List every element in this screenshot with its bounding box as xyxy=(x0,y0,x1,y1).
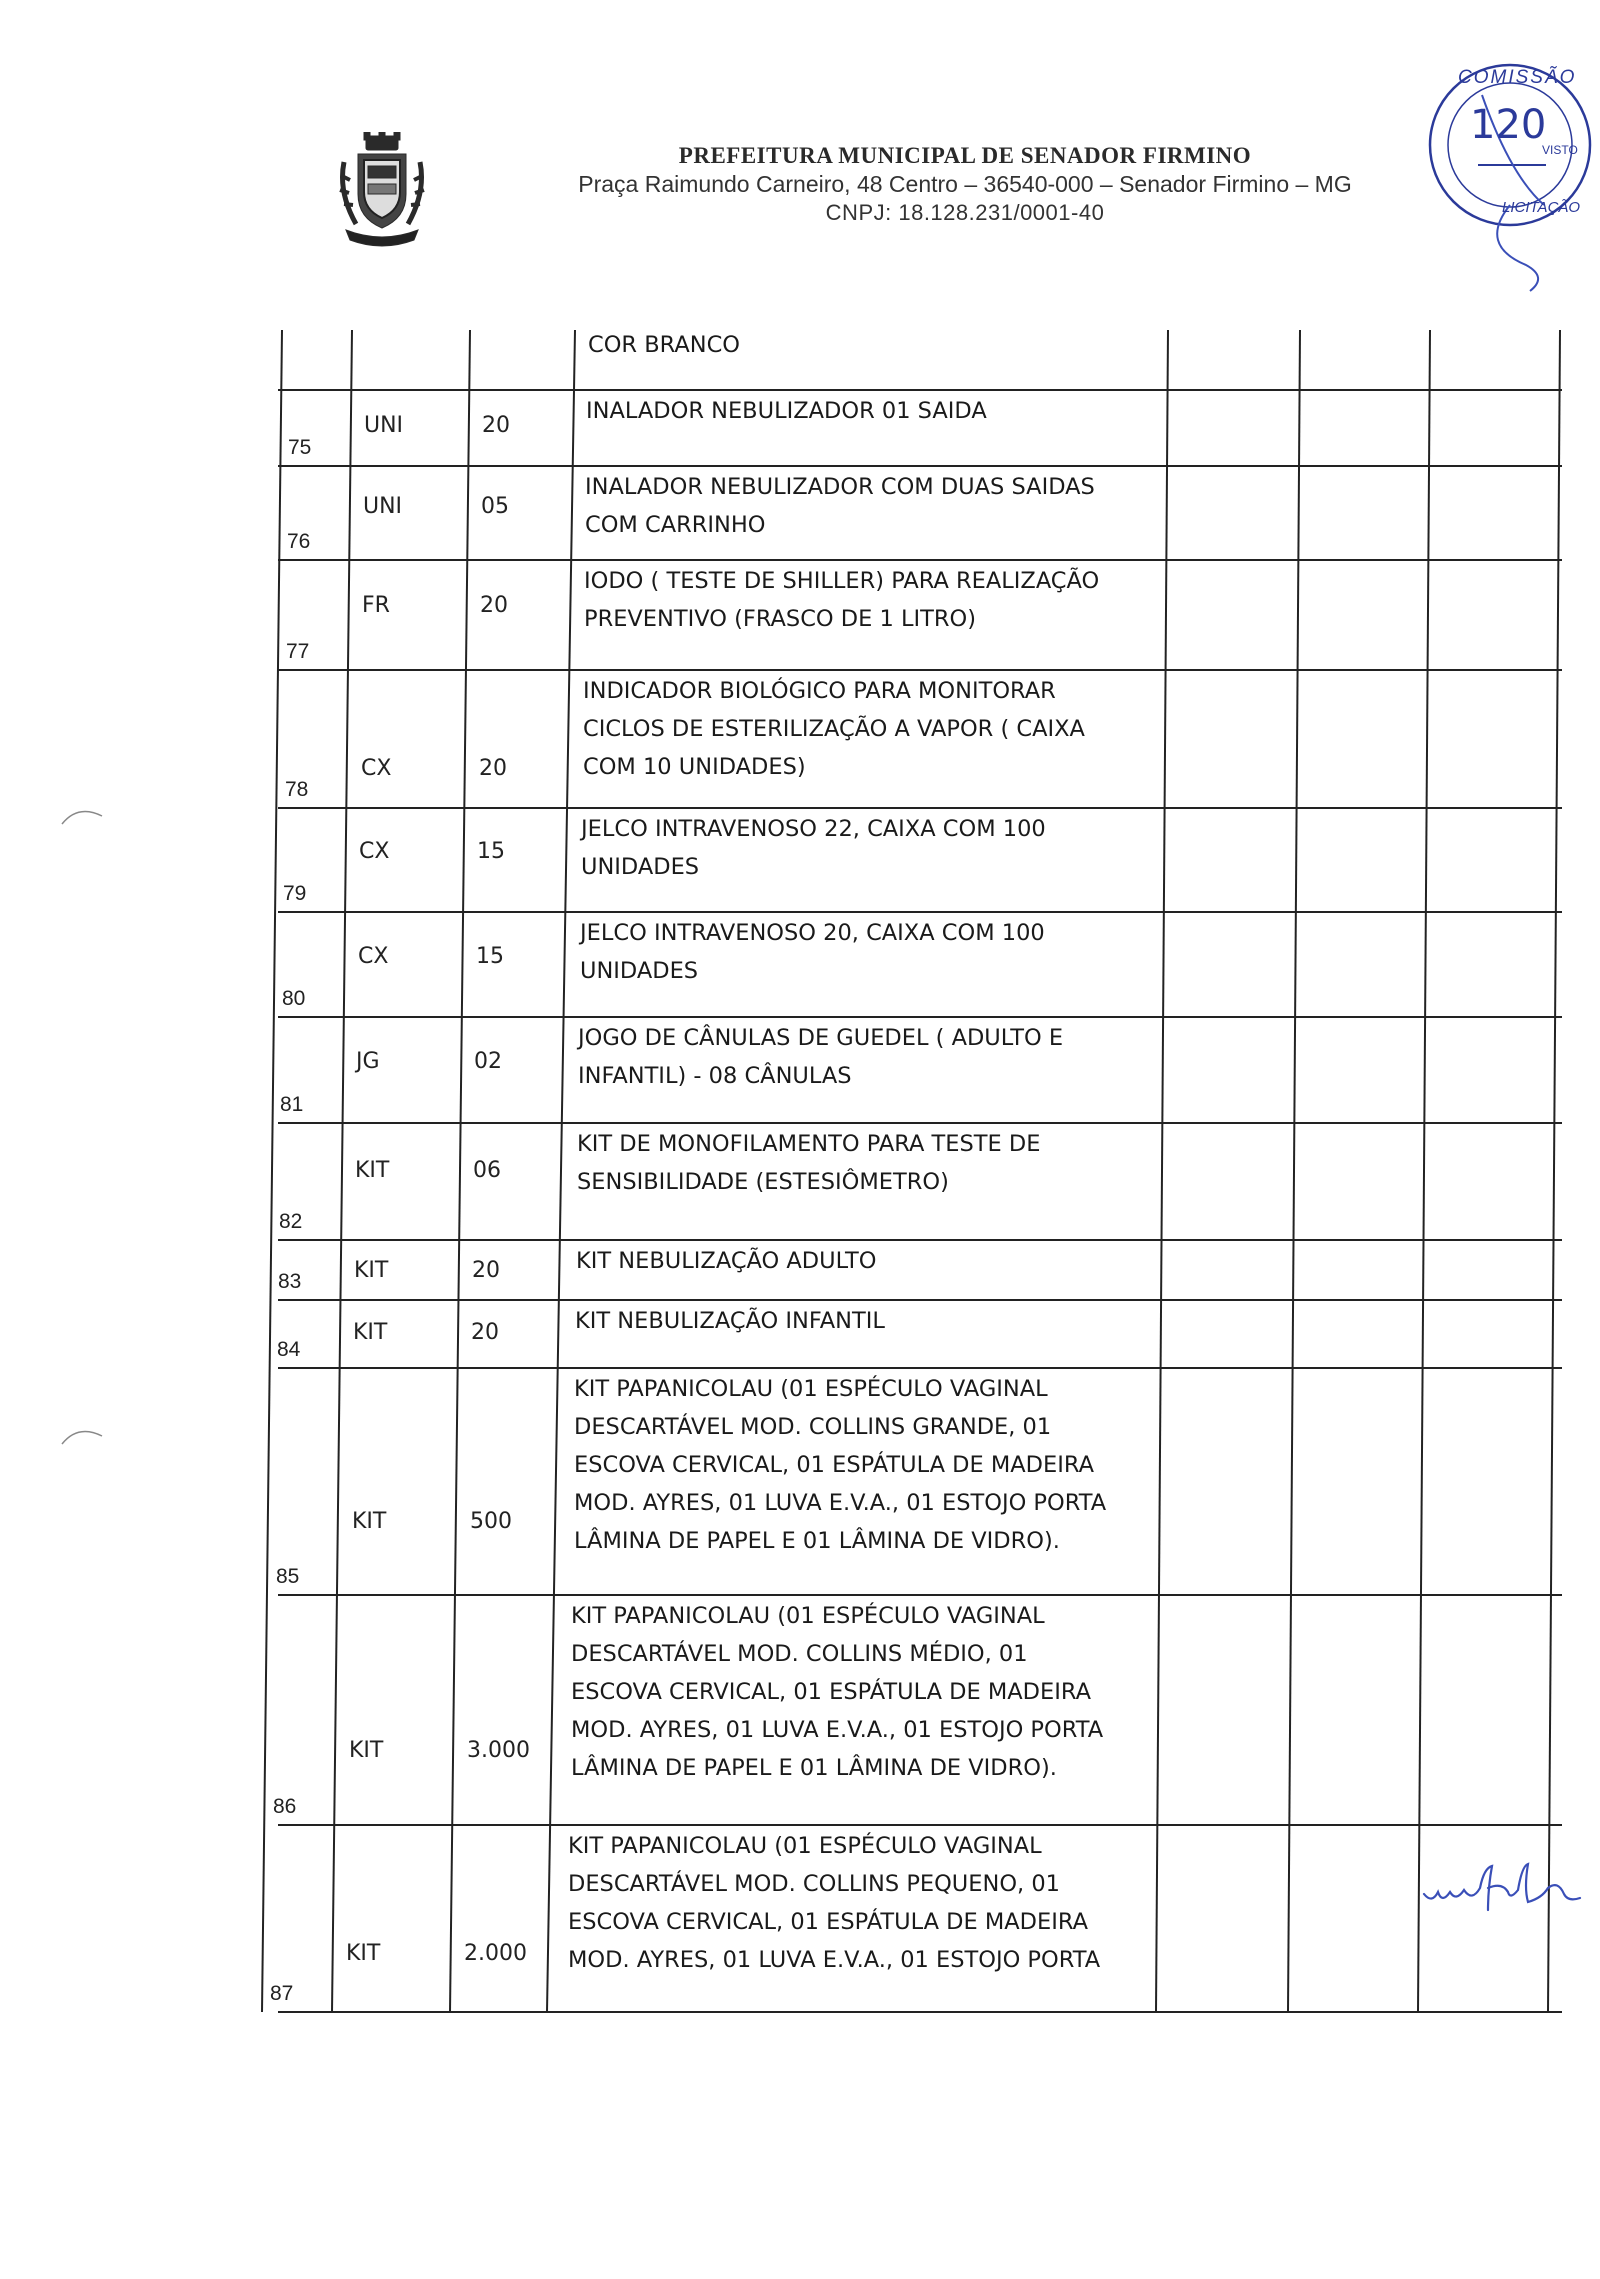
unit-cell: CX xyxy=(361,755,392,781)
description-cell: IODO ( TESTE DE SHILLER) PARA REALIZAÇÃO PREVENTIVO (FRASCO DE 1 LITRO) xyxy=(584,568,1100,632)
quantity-cell: 15 xyxy=(476,943,504,969)
unit-cell: FR xyxy=(362,593,390,618)
unit-cell: KIT xyxy=(354,1258,389,1283)
table-rule xyxy=(262,330,282,2012)
description-cell: INALADOR NEBULIZADOR COM DUAS SAIDAS COM CARRINHO xyxy=(585,474,1095,538)
item-number: 75 xyxy=(288,436,312,459)
description-cell: JELCO INTRAVENOSO 20, CAIXA COM 100 UNIDADES xyxy=(580,920,1045,984)
description-cell: JOGO DE CÂNULAS DE GUEDEL ( ADULTO E INFANTIL) - 08 CÂNULAS xyxy=(578,1025,1064,1089)
unit-cell: CX xyxy=(358,943,389,969)
item-number: 84 xyxy=(277,1338,301,1361)
stamp-bottom-text: LICITAÇÃO xyxy=(1502,199,1581,216)
unit-cell: KIT xyxy=(353,1320,388,1346)
letterhead-address: Praça Raimundo Carneiro, 48 Centro – 36540-000 – Senador Firmino – MG xyxy=(578,171,1352,197)
punch-mark-icon xyxy=(58,800,108,830)
quantity-cell: 3.000 xyxy=(467,1737,530,1763)
quantity-cell: 2.000 xyxy=(464,1940,527,1966)
item-number: 81 xyxy=(280,1093,304,1116)
item-number: 86 xyxy=(273,1795,297,1818)
table-rule xyxy=(1548,330,1560,2012)
letterhead-title: PREFEITURA MUNICIPAL DE SENADOR FIRMINO xyxy=(678,143,1252,168)
quantity-cell: 20 xyxy=(479,755,507,781)
punch-mark-icon xyxy=(58,1420,108,1450)
quantity-cell: 20 xyxy=(472,1258,500,1283)
item-number: 80 xyxy=(282,987,306,1010)
unit-cell: KIT xyxy=(352,1508,387,1534)
description-cell: KIT PAPANICOLAU (01 ESPÉCULO VAGINAL DESCARTÁVEL MOD. COLLINS MÉDIO, 01 ESCOVA CERVICAL, 01 ESPÁTULA DE MADEIRA MOD. AYRES, 01 LUVA E.V.A., 01 ESTOJO PORTA LÂMINA DE PAPEL E 01 LÂMINA DE VIDRO). xyxy=(571,1603,1104,1781)
continuation-text: COR BRANCO xyxy=(588,332,741,358)
unit-cell: KIT xyxy=(346,1940,381,1966)
quantity-cell: 15 xyxy=(477,839,505,865)
item-number: 82 xyxy=(279,1210,303,1233)
unit-cell: JG xyxy=(356,1048,380,1074)
item-number: 87 xyxy=(270,1982,294,2005)
description-cell: INDICADOR BIOLÓGICO PARA MONITORAR CICLOS DE ESTERILIZAÇÃO A VAPOR ( CAIXA COM 10 UNIDADES) xyxy=(583,678,1085,780)
quantity-cell: 20 xyxy=(482,412,510,438)
item-number: 77 xyxy=(286,640,310,663)
stamp-side-text: VISTO xyxy=(1542,143,1578,157)
description-cell: KIT NEBULIZAÇÃO INFANTIL xyxy=(575,1308,885,1334)
table-rule xyxy=(1156,330,1168,2012)
description-cell: KIT PAPANICOLAU (01 ESPÉCULO VAGINAL DESCARTÁVEL MOD. COLLINS GRANDE, 01 ESCOVA CERVICAL, 01 ESPÁTULA DE MADEIRA MOD. AYRES, 01 LUVA E.V.A., 01 ESTOJO PORTA LÂMINA DE PAPEL E 01 LÂMINA DE VIDRO). xyxy=(574,1376,1107,1554)
unit-cell: KIT xyxy=(349,1737,384,1763)
description-cell: JELCO INTRAVENOSO 22, CAIXA COM 100 UNIDADES xyxy=(581,816,1046,880)
description-cell: KIT DE MONOFILAMENTO PARA TESTE DE SENSIBILIDADE (ESTESIÔMETRO) xyxy=(577,1131,1041,1195)
description-cell: KIT NEBULIZAÇÃO ADULTO xyxy=(576,1248,877,1274)
quantity-cell: 20 xyxy=(480,593,508,618)
item-number: 76 xyxy=(287,530,311,553)
quantity-cell: 500 xyxy=(470,1508,512,1534)
quantity-cell: 02 xyxy=(474,1048,502,1074)
stamp-number: 120 xyxy=(1470,102,1547,148)
item-number: 85 xyxy=(276,1565,300,1588)
letterhead-cnpj: CNPJ: 18.128.231/0001-40 xyxy=(825,200,1105,225)
description-cell: INALADOR NEBULIZADOR 01 SAIDA xyxy=(586,398,987,424)
item-number: 79 xyxy=(283,882,307,905)
quantity-cell: 20 xyxy=(471,1320,499,1346)
description-cell: KIT PAPANICOLAU (01 ESPÉCULO VAGINAL DESCARTÁVEL MOD. COLLINS PEQUENO, 01 ESCOVA CERVICAL, 01 ESPÁTULA DE MADEIRA MOD. AYRES, 01 LUVA E.V.A., 01 ESTOJO PORTA xyxy=(568,1833,1101,1973)
unit-cell: UNI xyxy=(364,412,404,438)
table-rule xyxy=(1418,330,1430,2012)
stamp-top-text: COMISSÃO xyxy=(1458,67,1577,88)
quantity-cell: 05 xyxy=(481,494,509,520)
item-number: 83 xyxy=(278,1270,302,1293)
quantity-cell: 06 xyxy=(473,1158,501,1184)
unit-cell: KIT xyxy=(355,1158,390,1184)
table-rule xyxy=(1288,330,1300,2012)
unit-cell: CX xyxy=(359,839,390,865)
item-number: 78 xyxy=(285,778,309,801)
unit-cell: UNI xyxy=(363,494,403,520)
handwritten-initials-icon xyxy=(1418,1858,1593,1918)
